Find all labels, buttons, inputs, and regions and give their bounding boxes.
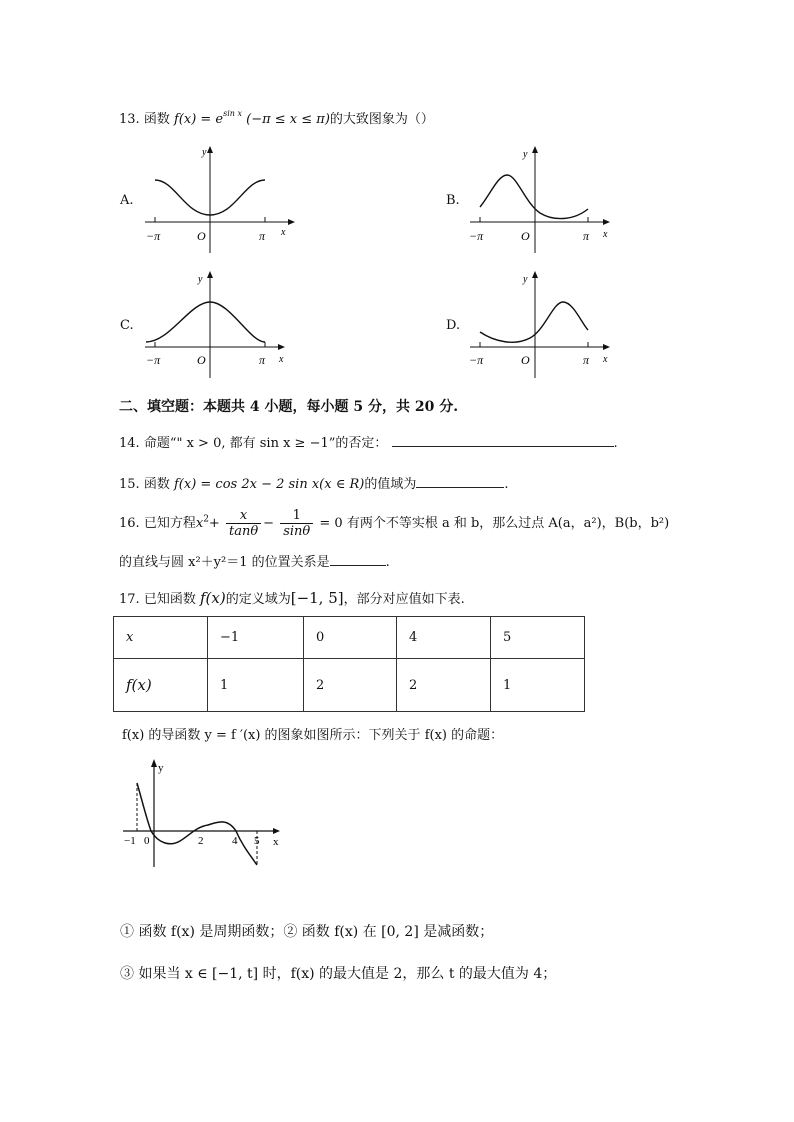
- option-a-graph: [140, 145, 300, 255]
- table-cell: 4: [397, 617, 491, 659]
- option-c-graph: [140, 270, 300, 380]
- q13-number: 13.: [119, 112, 140, 127]
- q16-fraction-2: [280, 508, 313, 539]
- table-cell: 1: [208, 659, 304, 712]
- value-table: [113, 616, 585, 712]
- table-cell: 2: [397, 659, 491, 712]
- right-tick-label: π: [259, 353, 266, 367]
- origin-label: O: [521, 353, 530, 367]
- right-tick-label: π: [583, 229, 590, 243]
- q16-line2-text: 的直线与圆 x²＋y²＝1 的位置关系是: [119, 555, 330, 570]
- table-cell: f(x): [114, 659, 208, 712]
- q15-formula: f(x) = cos 2x − 2 sin x(x ∈ R): [173, 477, 365, 492]
- q14-number: 14.: [119, 436, 140, 451]
- option-d-label: D.: [446, 318, 461, 333]
- y-axis-label: y: [158, 762, 164, 774]
- tick-label: 2: [198, 835, 204, 847]
- table-cell: 2: [304, 659, 397, 712]
- q16-text-before: 已知方程: [143, 516, 196, 531]
- y-axis-label: y: [523, 274, 528, 285]
- q17-stem: [119, 588, 465, 607]
- y-axis-label: y: [198, 274, 203, 285]
- x-axis-label: x: [281, 227, 286, 238]
- x-axis-label: x: [279, 354, 284, 365]
- left-tick-label: −π: [469, 229, 484, 243]
- table-cell: 1: [491, 659, 585, 712]
- table-cell: 5: [491, 617, 585, 659]
- option-b-label: B.: [446, 193, 460, 208]
- q14-answer-blank[interactable]: [392, 434, 614, 447]
- q13-text-before: 函数: [143, 112, 170, 127]
- table-cell: −1: [208, 617, 304, 659]
- tick-label: 4: [232, 835, 238, 847]
- q15-stem: [119, 473, 508, 492]
- q17-interval: [−1, 5]: [290, 589, 344, 607]
- y-axis-label: y: [202, 147, 207, 158]
- option-c-label: C.: [120, 318, 134, 333]
- tick-label: −1: [124, 835, 136, 847]
- q13-formula: f(x) = e: [173, 112, 224, 127]
- q15-answer-blank[interactable]: [416, 475, 504, 488]
- table-cell: x: [114, 617, 208, 659]
- q16-minus: −: [263, 516, 275, 531]
- tick-label: 5: [254, 835, 260, 847]
- q17-text-after: ，部分对应值如下表.: [343, 592, 465, 607]
- table-row: [114, 659, 585, 712]
- table-cell: 0: [304, 617, 397, 659]
- q13-text-after: 的大致图象为（）: [329, 112, 434, 127]
- section-heading: 二、填空题：本题共 4 小题，每小题 5 分，共 20 分.: [119, 399, 459, 415]
- right-tick-label: π: [259, 229, 266, 243]
- q16-fraction-1: [226, 508, 261, 539]
- q15-text-after: 的值域为: [364, 477, 417, 492]
- q16-end: .: [385, 555, 390, 570]
- q17-statement-1-2: ① 函数 f(x) 是周期函数；② 函数 f(x) 在 [0, 2] 是减函数；: [120, 924, 494, 940]
- fraction-denominator: sinθ: [283, 524, 311, 539]
- x-axis-label: x: [603, 229, 608, 240]
- origin-label: O: [197, 353, 206, 367]
- x-axis-label: x: [273, 836, 279, 848]
- q17-statement-3: ③ 如果当 x ∈ [−1, t] 时，f(x) 的最大值是 2，那么 t 的最大值为 4；: [120, 966, 557, 982]
- q16-eq: = 0: [319, 516, 343, 531]
- option-b-graph: [465, 145, 625, 255]
- left-tick-label: −π: [146, 353, 161, 367]
- q14-text: 命题“" x > 0, 都有 sin x ≥ −1”的否定：: [143, 436, 388, 451]
- y-axis-label: y: [523, 149, 528, 160]
- fraction-numerator: 1: [280, 508, 313, 524]
- q13-stem: [119, 108, 434, 127]
- q16-stem: 16. 已知方程$x^2+$ $\frac{x}{\tan\theta}$ − $\frac{1}{\sin\theta}$ = 0 有两个不等实根 a 和 b，那么过点 A(a，a²)，B(b，b²): [119, 508, 670, 539]
- q17-text-before: 已知函数: [143, 592, 196, 607]
- q16-line2: [119, 551, 390, 570]
- table-row: [114, 617, 585, 659]
- q13-domain: (−π ≤ x ≤ π): [246, 112, 330, 127]
- q14-stem: [119, 432, 618, 451]
- x-axis-label: x: [603, 354, 608, 365]
- q17-text-mid: 的定义域为: [225, 592, 291, 607]
- left-tick-label: −π: [146, 229, 161, 243]
- origin-label: O: [521, 229, 530, 243]
- right-tick-label: π: [583, 353, 590, 367]
- derivative-graph: [118, 755, 288, 880]
- q16-plus: +: [208, 516, 220, 531]
- q14-end: .: [613, 436, 618, 451]
- q16-number: 16.: [119, 516, 140, 531]
- tick-label: 0: [144, 835, 150, 847]
- q17-number: 17.: [119, 592, 140, 607]
- option-d-graph: [465, 270, 625, 380]
- q16-x: x: [195, 516, 204, 531]
- q17-derivative-line: f(x) 的导函数 y = f ′(x) 的图象如图所示：下列关于 f(x) 的命题：: [122, 728, 504, 743]
- q13-exponent: sin x: [223, 109, 242, 118]
- origin-label: O: [197, 229, 206, 243]
- q16-answer-blank[interactable]: [330, 553, 386, 566]
- fraction-denominator: tanθ: [228, 524, 259, 539]
- q16-text-mid: 有两个不等实根 a 和 b，那么过点 A(a，a²)，B(b，b²): [346, 516, 670, 531]
- q15-text-before: 函数: [143, 477, 170, 492]
- q15-number: 15.: [119, 477, 140, 492]
- fraction-numerator: x: [226, 508, 261, 524]
- option-a-label: A.: [120, 193, 134, 208]
- left-tick-label: −π: [469, 353, 484, 367]
- q17-fx: f(x): [199, 589, 226, 607]
- q15-end: .: [504, 477, 509, 492]
